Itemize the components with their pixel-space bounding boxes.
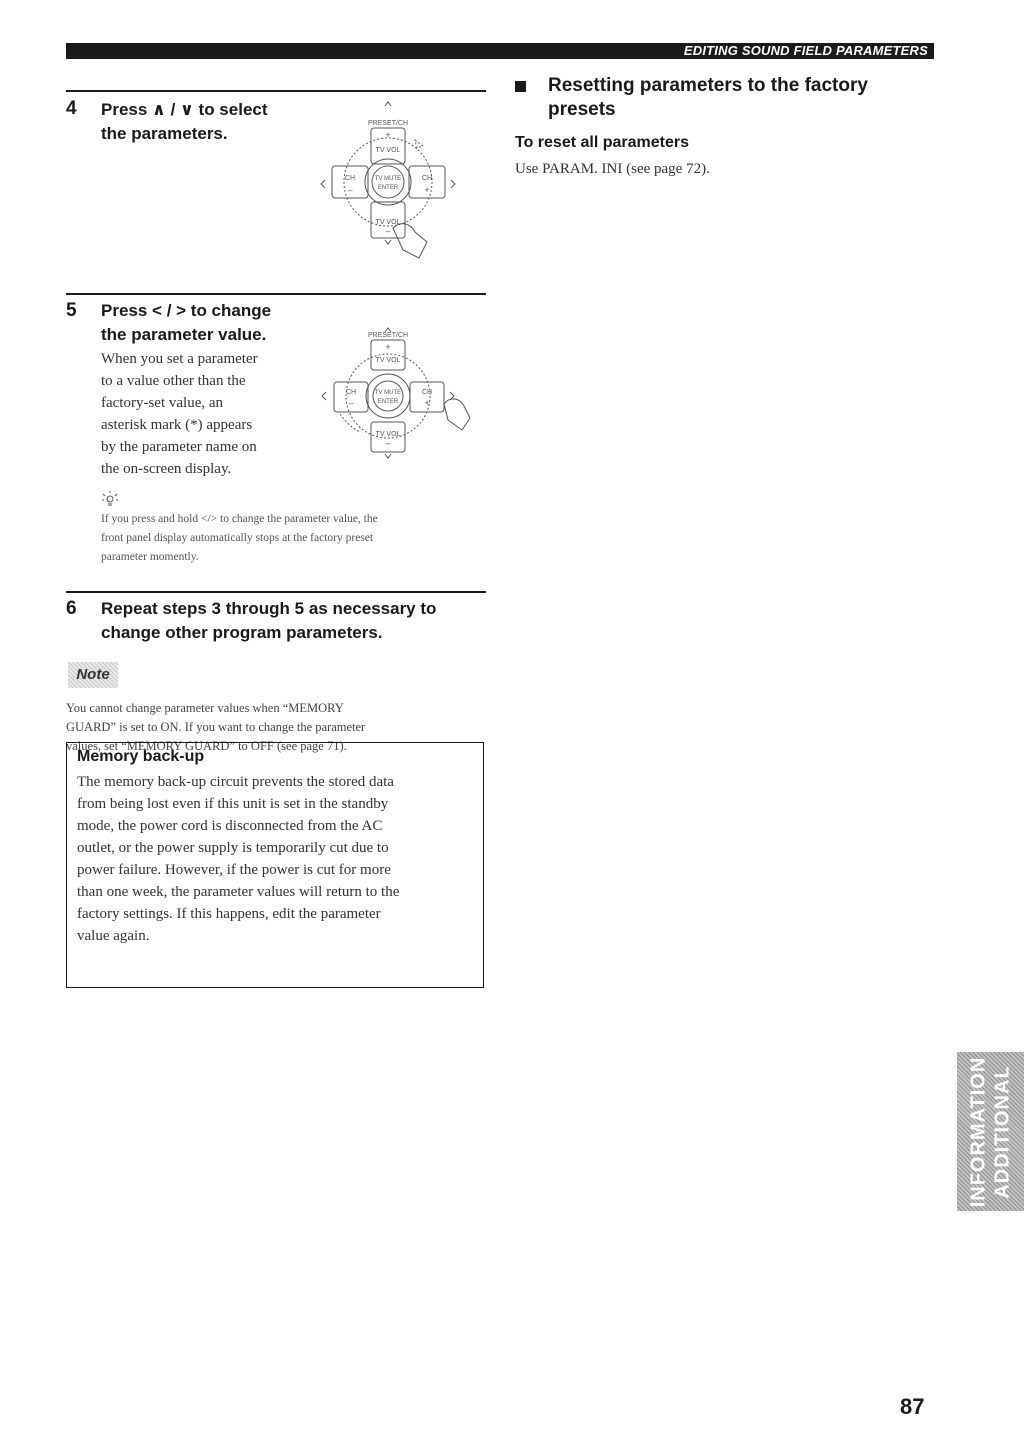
side-tab-line1: ADDITIONAL: [991, 1064, 1013, 1199]
step-5-title-line2: the parameter value.: [101, 325, 267, 344]
svg-text:+: +: [424, 398, 430, 408]
svg-text:–: –: [385, 438, 391, 448]
step-6-number: 6: [66, 598, 77, 619]
svg-text:PRESET/CH: PRESET/CH: [367, 120, 409, 127]
note-line: You cannot change parameter values when “MEMORY: [66, 701, 344, 715]
step-5-body-line: factory-set value, an: [101, 395, 224, 411]
step-4-title-line1: Press ∧ / ∨ to select: [101, 100, 268, 119]
page-number: 87: [900, 1394, 925, 1419]
pressing-hand-icon: [444, 399, 470, 430]
memory-backup-line: factory settings. If this happens, edit the parameter: [77, 906, 381, 922]
step-5-rule: [66, 293, 486, 295]
reset-all-subtitle: To reset all parameters: [515, 134, 690, 151]
svg-text:+: +: [424, 185, 430, 195]
tip-line: parameter momently.: [101, 551, 199, 563]
memory-backup-line: power failure. However, if the power is cut for more: [77, 862, 391, 878]
svg-text:+: +: [385, 130, 391, 140]
step-5-title-line1: Press < / > to change: [101, 301, 272, 320]
step-5-title: [101, 299, 271, 347]
step-4-number: 4: [66, 98, 77, 119]
step-5-description: [101, 348, 258, 480]
svg-text:–: –: [385, 226, 391, 236]
step-5-body-line: the on-screen display.: [101, 461, 232, 477]
svg-text:TV MUTE: TV MUTE: [374, 176, 402, 182]
svg-text:CH: CH: [344, 175, 356, 182]
pressing-hand-icon: [393, 224, 427, 258]
svg-text:PRESET/CH: PRESET/CH: [367, 332, 409, 339]
section-header-title: EDITING SOUND FIELD PARAMETERS: [683, 43, 928, 58]
svg-text:TV MUTE: TV MUTE: [374, 390, 402, 396]
step-5-number: 5: [66, 300, 77, 321]
svg-text:ENTER: ENTER: [377, 399, 399, 405]
memory-backup-line: outlet, or the power supply is temporarily cut due to: [77, 840, 389, 856]
reset-all-body: Use PARAM. INI (see page 72).: [515, 161, 710, 177]
svg-text:TV VOL: TV VOL: [375, 219, 401, 226]
step-5-body-line: to a value other than the: [101, 373, 246, 389]
svg-text:+: +: [385, 342, 391, 352]
step-5-body-line: When you set a parameter: [101, 351, 258, 367]
step-6-title-line1: Repeat steps 3 through 5 as necessary to: [101, 599, 437, 618]
memory-backup-box: [66, 742, 484, 988]
section-bullet-square: [515, 81, 526, 92]
step-5-body-line: by the parameter name on: [101, 439, 257, 455]
reset-section-title-line1: Resetting parameters to the factory: [548, 75, 868, 96]
svg-text:–: –: [348, 398, 354, 408]
memory-backup-line: than one week, the parameter values will return to the: [77, 884, 400, 900]
svg-text:TV VOL: TV VOL: [375, 147, 401, 154]
note-label: Note: [68, 662, 118, 688]
step-6-title-line2: change other program parameters.: [101, 623, 383, 642]
tip-lightbulb-icon: [100, 490, 120, 508]
step-6-rule: [66, 591, 486, 593]
memory-backup-line: The memory back-up circuit prevents the stored data: [77, 774, 394, 790]
svg-text:CH: CH: [421, 175, 433, 182]
svg-text:TV VOL: TV VOL: [375, 431, 401, 438]
note-line: values, set “MEMORY GUARD” to OFF (see page 71).: [66, 739, 347, 753]
memory-backup-body: [77, 771, 477, 947]
step-4-rule: [66, 90, 486, 92]
tip-line: front panel display automatically stops at the factory preset: [101, 532, 374, 544]
additional-information-side-tab: [957, 1052, 1024, 1211]
remote-cursor-up-down-illustration: [315, 100, 465, 270]
reset-section-title: [548, 74, 928, 122]
step-4-title-line2: the parameters.: [101, 124, 228, 143]
svg-text:CH: CH: [345, 389, 357, 396]
memory-backup-line: from being lost even if this unit is set in the standby: [77, 796, 389, 812]
tip-line: If you press and hold </> to change the parameter value, the: [101, 513, 378, 525]
svg-text:TV VOL: TV VOL: [375, 357, 401, 364]
svg-text:–: –: [347, 185, 353, 195]
svg-text:ENTER: ENTER: [377, 185, 399, 191]
side-tab-line2: INFORMATION: [967, 1056, 989, 1207]
svg-text:CH: CH: [421, 389, 433, 396]
step-6-title: [101, 597, 436, 645]
memory-backup-line: mode, the power cord is disconnected from the AC: [77, 818, 383, 834]
remote-cursor-left-right-illustration: [318, 326, 478, 461]
step-4-title: [101, 98, 268, 146]
memory-backup-title: Memory back-up: [77, 748, 205, 765]
step-5-body-line: asterisk mark (*) appears: [101, 417, 253, 433]
reset-section-title-line2: presets: [548, 99, 616, 120]
section-header-bar: [66, 43, 934, 59]
memory-backup-line: value again.: [77, 928, 150, 944]
note-line: GUARD” is set to ON. If you want to change the parameter: [66, 720, 366, 734]
step-5-tip: [101, 510, 378, 567]
